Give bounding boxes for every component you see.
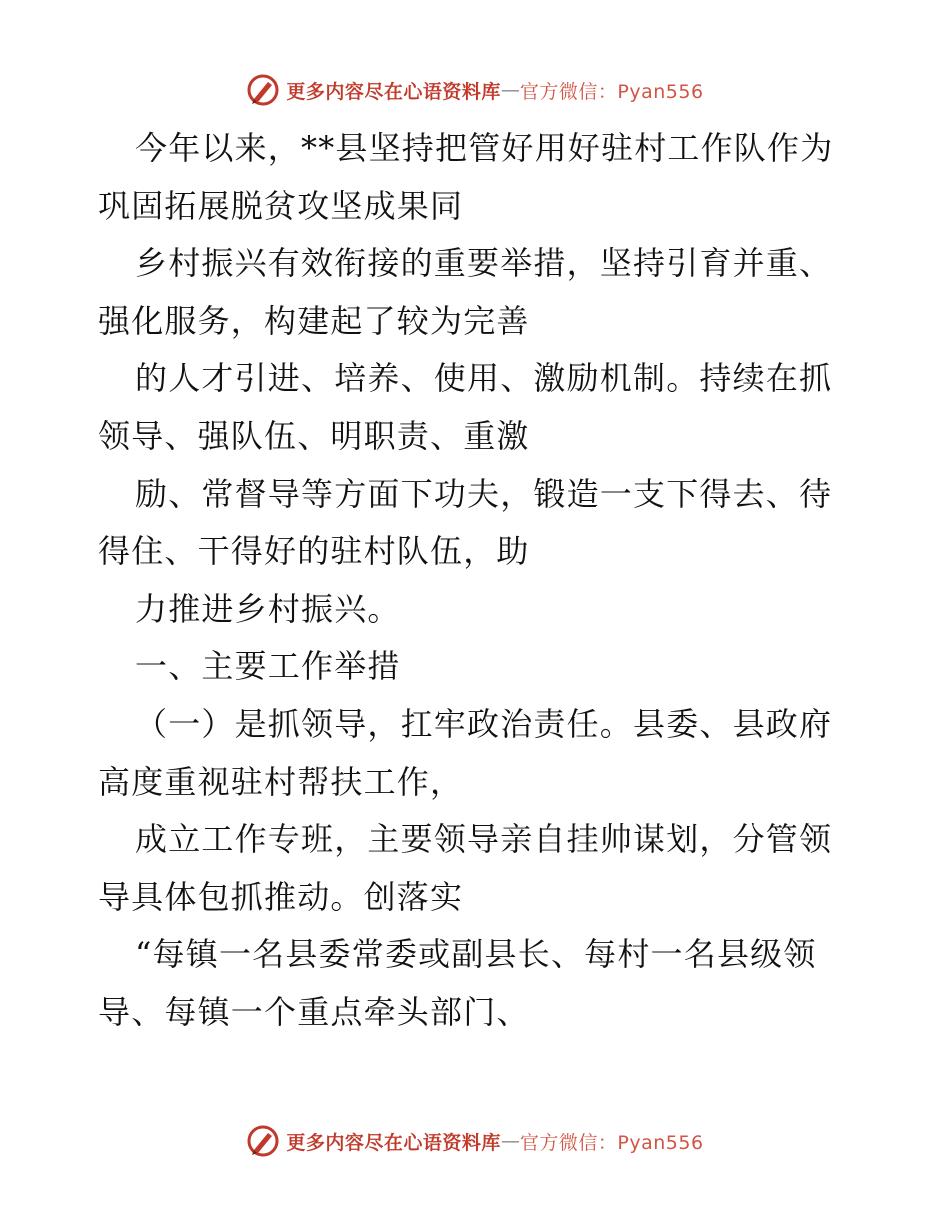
pen-logo-icon	[246, 73, 280, 107]
header-banner	[0, 70, 950, 110]
document-body	[98, 120, 858, 1042]
text-line: （一）是抓领导，扛牢政治责任。县委、县政府	[135, 704, 833, 743]
banner-site-name: 更多内容尽在心语资料库	[286, 1131, 501, 1154]
banner-wechat: 官方微信：Pyan556	[519, 80, 704, 103]
text-line: 导具体包抓推动。创落实	[98, 877, 464, 916]
text-line: 一、主要工作举措	[135, 647, 401, 686]
banner-site-name: 更多内容尽在心语资料库	[286, 80, 501, 103]
text-line: 强化服务，构建起了较为完善	[98, 301, 530, 340]
text-line: 巩固拓展脱贫攻坚成果同	[98, 186, 464, 225]
text-line: 乡村振兴有效衔接的重要举措，坚持引育并重、	[135, 244, 833, 283]
text-line: 今年以来，**县坚持把管好用好驻村工作队作为	[135, 129, 834, 167]
text-line: “每镇一名县委常委或副县长、每村一名县级领	[135, 935, 817, 974]
banner-wechat: 官方微信：Pyan556	[519, 1131, 704, 1154]
text-line: 得住、干得好的驻村队伍，助	[98, 532, 530, 571]
pen-logo-icon	[246, 1124, 280, 1158]
text-line: 领导、强队伍、明职责、重激	[98, 416, 530, 455]
text-line: 导、每镇一个重点牵头部门、	[98, 992, 530, 1031]
banner-separator: —	[500, 79, 520, 101]
text-line: 成立工作专班，主要领导亲自挂帅谋划，分管领	[135, 820, 833, 859]
text-line: 力推进乡村振兴。	[135, 589, 401, 628]
footer-banner	[0, 1121, 950, 1161]
text-line: 的人才引进、培养、使用、激励机制。持续在抓	[135, 359, 833, 398]
text-line: 励、常督导等方面下功夫，锻造一支下得去、待	[135, 474, 833, 513]
banner-separator: —	[500, 1130, 520, 1152]
text-line: 高度重视驻村帮扶工作，	[98, 762, 464, 801]
